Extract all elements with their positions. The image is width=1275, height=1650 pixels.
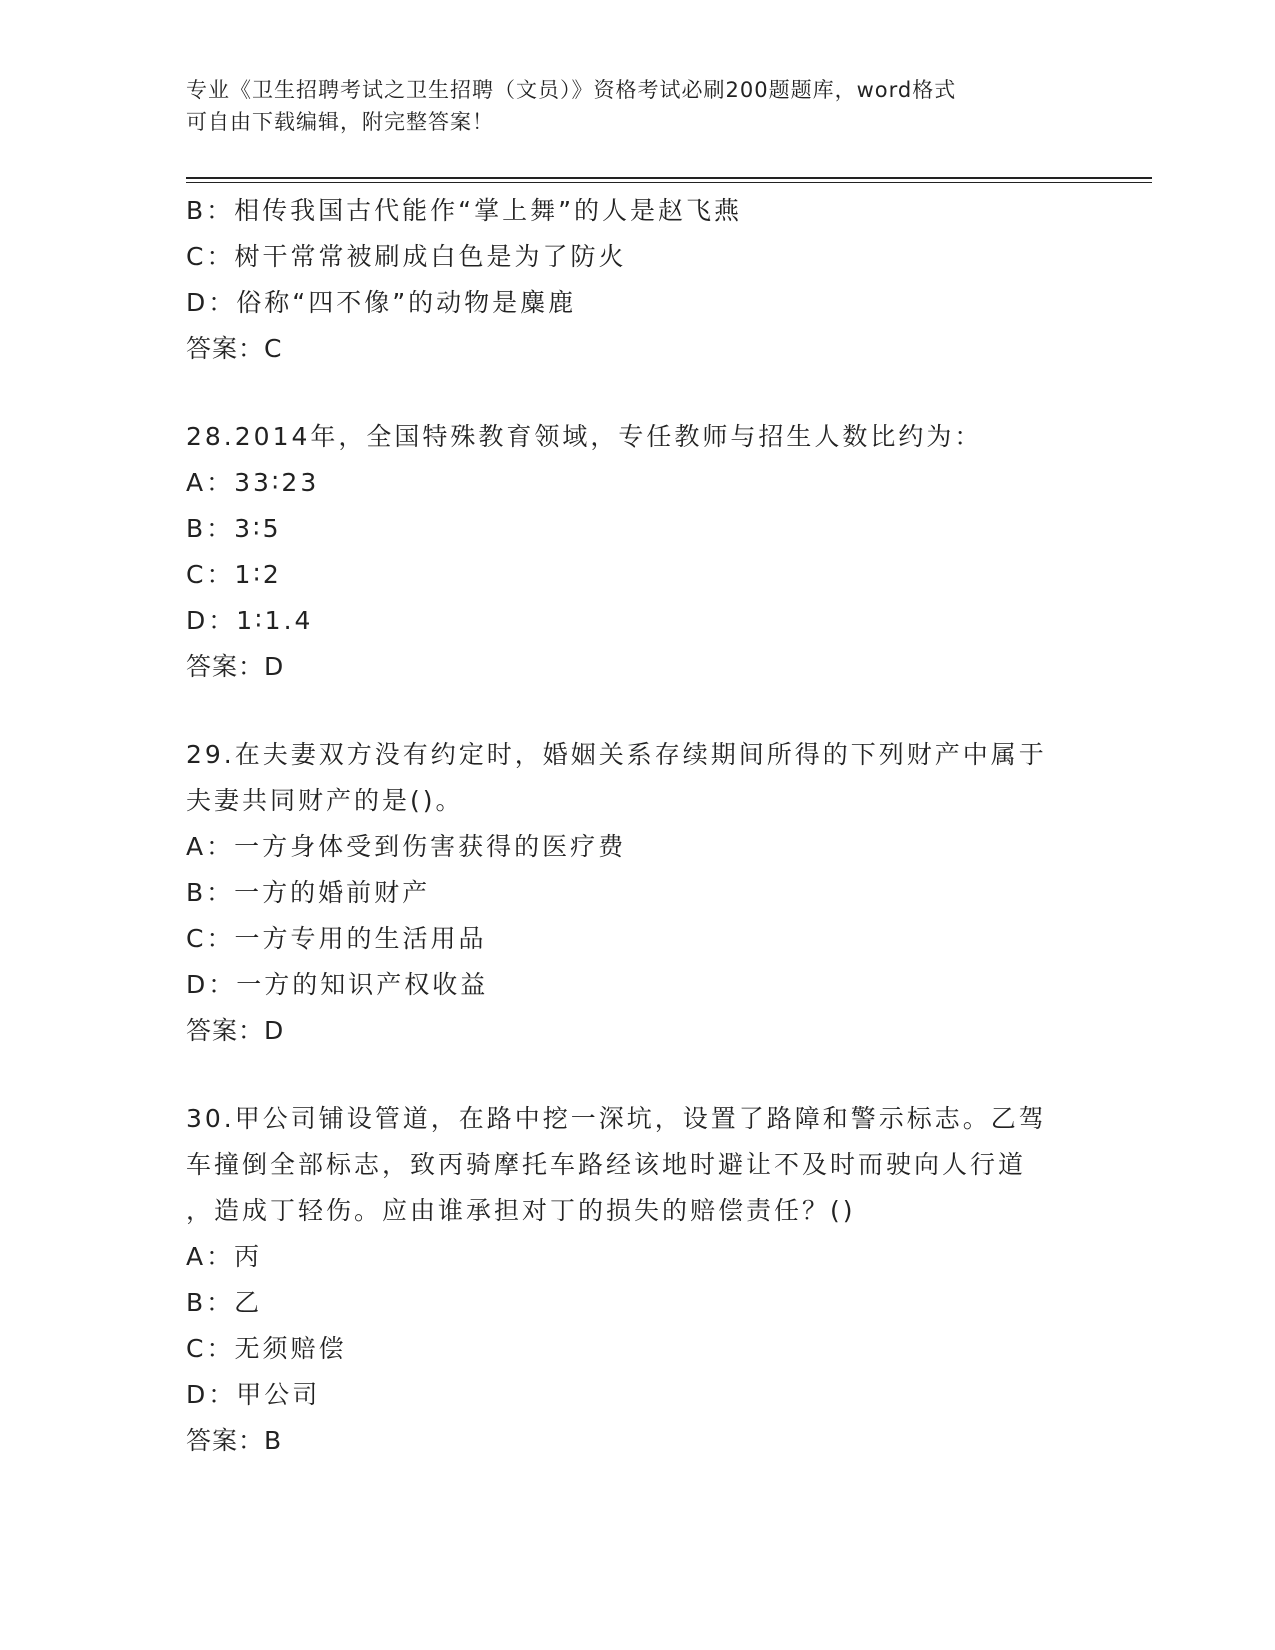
question-spacer	[186, 1054, 1086, 1096]
option-c: C：树干常常被刷成白色是为了防火	[186, 242, 627, 271]
question-list	[186, 188, 1086, 1464]
question-spacer	[186, 690, 1086, 732]
question-text: ，造成丁轻伤。应由谁承担对丁的损失的赔偿责任？()	[186, 1196, 856, 1225]
option-d: D：俗称“四不像”的动物是麋鹿	[186, 288, 577, 317]
question-30	[186, 1096, 1086, 1464]
header-divider-thin	[186, 182, 1152, 183]
option-a: A：一方身体受到伤害获得的医疗费	[186, 832, 627, 861]
option-b: B：3∶5	[186, 514, 282, 543]
header-divider-thick	[186, 177, 1152, 179]
option-c: C：一方专用的生活用品	[186, 924, 487, 953]
question-text: 28.2014年，全国特殊教育领域，专任教师与招生人数比约为：	[186, 422, 983, 451]
header-title-line-2: 可自由下载编辑，附完整答案！	[186, 110, 494, 134]
answer-line: 答案：B	[186, 1426, 283, 1455]
option-b: B：相传我国古代能作“掌上舞”的人是赵飞燕	[186, 196, 743, 225]
option-c: C：无须赔偿	[186, 1334, 347, 1363]
option-b: B：一方的婚前财产	[186, 878, 431, 907]
question-text: 29.在夫妻双方没有约定时，婚姻关系存续期间所得的下列财产中属于	[186, 740, 1047, 769]
question-spacer	[186, 372, 1086, 414]
option-d: D：一方的知识产权收益	[186, 970, 489, 999]
document-header	[186, 74, 1066, 138]
option-d: D：1∶1.4	[186, 606, 314, 635]
option-d: D：甲公司	[186, 1380, 321, 1409]
header-title-line-1: 专业《卫生招聘考试之卫生招聘（文员）》资格考试必刷200题题库，word格式	[186, 78, 957, 102]
option-b: B：乙	[186, 1288, 263, 1317]
answer-line: 答案：D	[186, 652, 285, 681]
answer-line: 答案：D	[186, 1016, 285, 1045]
question-28	[186, 414, 1086, 690]
answer-line: 答案：C	[186, 334, 283, 363]
question-27-partial	[186, 188, 1086, 372]
question-text: 夫妻共同财产的是()。	[186, 786, 464, 815]
option-a: A：丙	[186, 1242, 263, 1271]
question-text: 车撞倒全部标志，致丙骑摩托车路经该地时避让不及时而驶向人行道	[186, 1150, 1027, 1179]
question-text: 30.甲公司铺设管道，在路中挖一深坑，设置了路障和警示标志。乙驾	[186, 1104, 1047, 1133]
option-a: A：33∶23	[186, 468, 320, 497]
question-29	[186, 732, 1086, 1054]
option-c: C：1∶2	[186, 560, 282, 589]
